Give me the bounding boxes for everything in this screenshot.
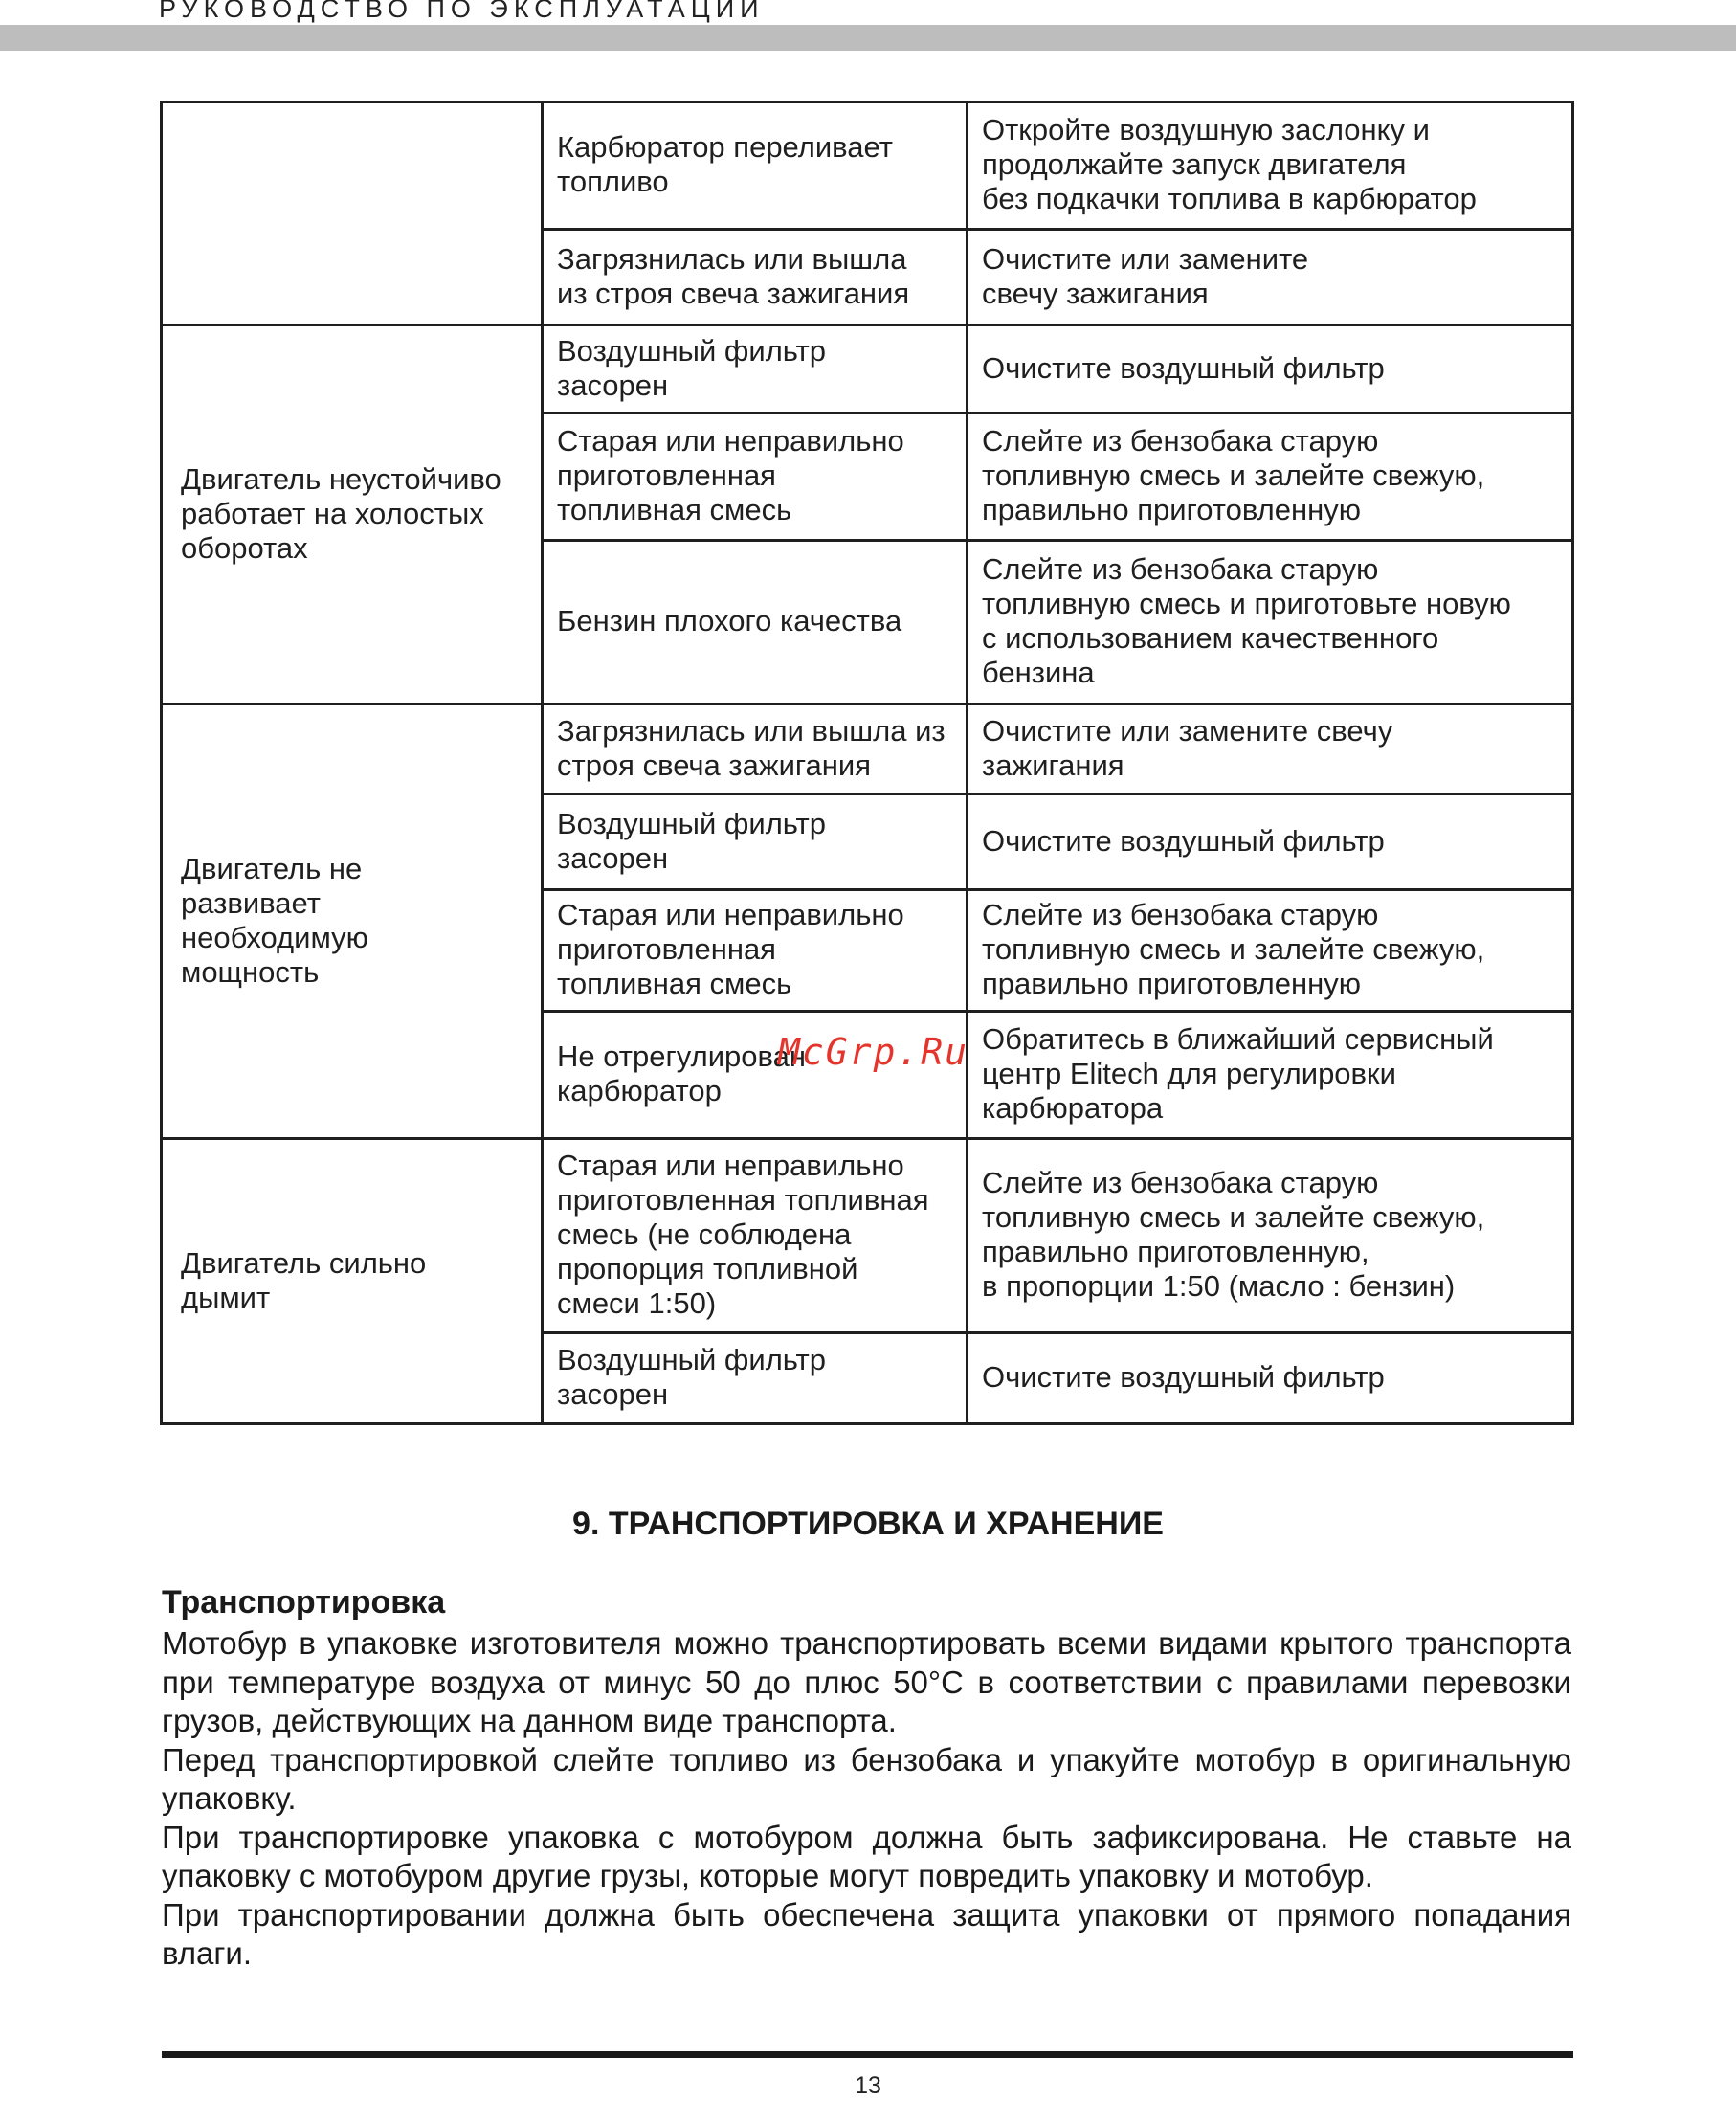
paragraph: Перед транспортировкой слейте топливо из бензобака и упакуйте мотобур в оригинальную упаковку. <box>162 1741 1571 1816</box>
table-row <box>162 1139 1573 1333</box>
running-header: РУКОВОДСТВО ПО ЭКСПЛУАТАЦИИ <box>159 0 765 23</box>
troubleshooting-table <box>160 101 1574 1425</box>
cause-cell: Не отрегулирован карбюратор <box>543 1012 968 1139</box>
symptom-cell <box>162 102 543 325</box>
paragraph: При транспортировании должна быть обеспечена защита упаковки от прямого попадания влаги. <box>162 1896 1571 1971</box>
remedy-cell: Очистите воздушный фильтр <box>968 794 1573 890</box>
cause-cell: Бензин плохого качества <box>543 541 968 704</box>
symptom-cell: Двигатель сильно дымит <box>162 1139 543 1424</box>
footer-rule <box>162 2051 1573 2058</box>
cause-cell: Воздушный фильтр засорен <box>543 794 968 890</box>
paragraph: Мотобур в упаковке изготовителя можно транспортировать всеми видами крытого транспорта при температуре воздуха от минус 50 до плюс 50°С в соответствии с правилами перевозки грузов, действующих на данном виде транспорта. <box>162 1625 1571 1738</box>
cause-cell: Старая или неправильно приготовленная топливная смесь <box>543 890 968 1012</box>
remedy-cell: Обратитесь в ближайший сервисный центр Elitech для регулировки карбюратора <box>968 1012 1573 1139</box>
cause-cell: Карбюратор переливает топливо <box>543 102 968 230</box>
table-row <box>162 704 1573 794</box>
remedy-cell: Слейте из бензобака старую топливную смесь и приготовьте новую с использованием качественного бензина <box>968 541 1573 704</box>
cause-cell: Загрязнилась или вышла из строя свеча зажигания <box>543 704 968 794</box>
table-row <box>162 102 1573 230</box>
remedy-cell: Слейте из бензобака старую топливную смесь и залейте свежую, правильно приготовленную <box>968 890 1573 1012</box>
remedy-cell: Слейте из бензобака старую топливную смесь и залейте свежую, правильно приготовленную <box>968 413 1573 541</box>
watermark: McGrp.Ru <box>778 1031 969 1073</box>
remedy-cell: Слейте из бензобака старую топливную смесь и залейте свежую, правильно приготовленную, в пропорции 1:50 (масло : бензин) <box>968 1139 1573 1333</box>
remedy-cell: Очистите или замените свечу зажигания <box>968 230 1573 325</box>
body-text <box>162 1624 1571 1974</box>
section-title: 9. ТРАНСПОРТИРОВКА И ХРАНЕНИЕ <box>572 1506 1164 1542</box>
remedy-cell: Очистите или замените свечу зажигания <box>968 704 1573 794</box>
table-row <box>162 325 1573 413</box>
symptom-cell: Двигатель неустойчиво работает на холостых оборотах <box>162 325 543 704</box>
cause-cell: Воздушный фильтр засорен <box>543 325 968 413</box>
subheading-transport: Транспортировка <box>162 1584 446 1620</box>
remedy-cell: Очистите воздушный фильтр <box>968 1333 1573 1424</box>
symptom-cell: Двигатель не развивает необходимую мощность <box>162 704 543 1139</box>
remedy-cell: Откройте воздушную заслонку и продолжайте запуск двигателя без подкачки топлива в карбюратор <box>968 102 1573 230</box>
cause-cell: Загрязнилась или вышла из строя свеча зажигания <box>543 230 968 325</box>
paragraph: При транспортировке упаковка с мотобуром должна быть зафиксирована. Не ставьте на упаковку с мотобуром другие грузы, которые могут повредить упаковку и мотобур. <box>162 1819 1571 1893</box>
cause-cell: Старая или неправильно приготовленная топливная смесь (не соблюдена пропорция топливной смеси 1:50) <box>543 1139 968 1333</box>
cause-cell: Старая или неправильно приготовленная топливная смесь <box>543 413 968 541</box>
header-bar <box>0 25 1736 51</box>
remedy-cell: Очистите воздушный фильтр <box>968 325 1573 413</box>
page-number: 13 <box>855 2072 881 2099</box>
cause-cell: Воздушный фильтр засорен <box>543 1333 968 1424</box>
